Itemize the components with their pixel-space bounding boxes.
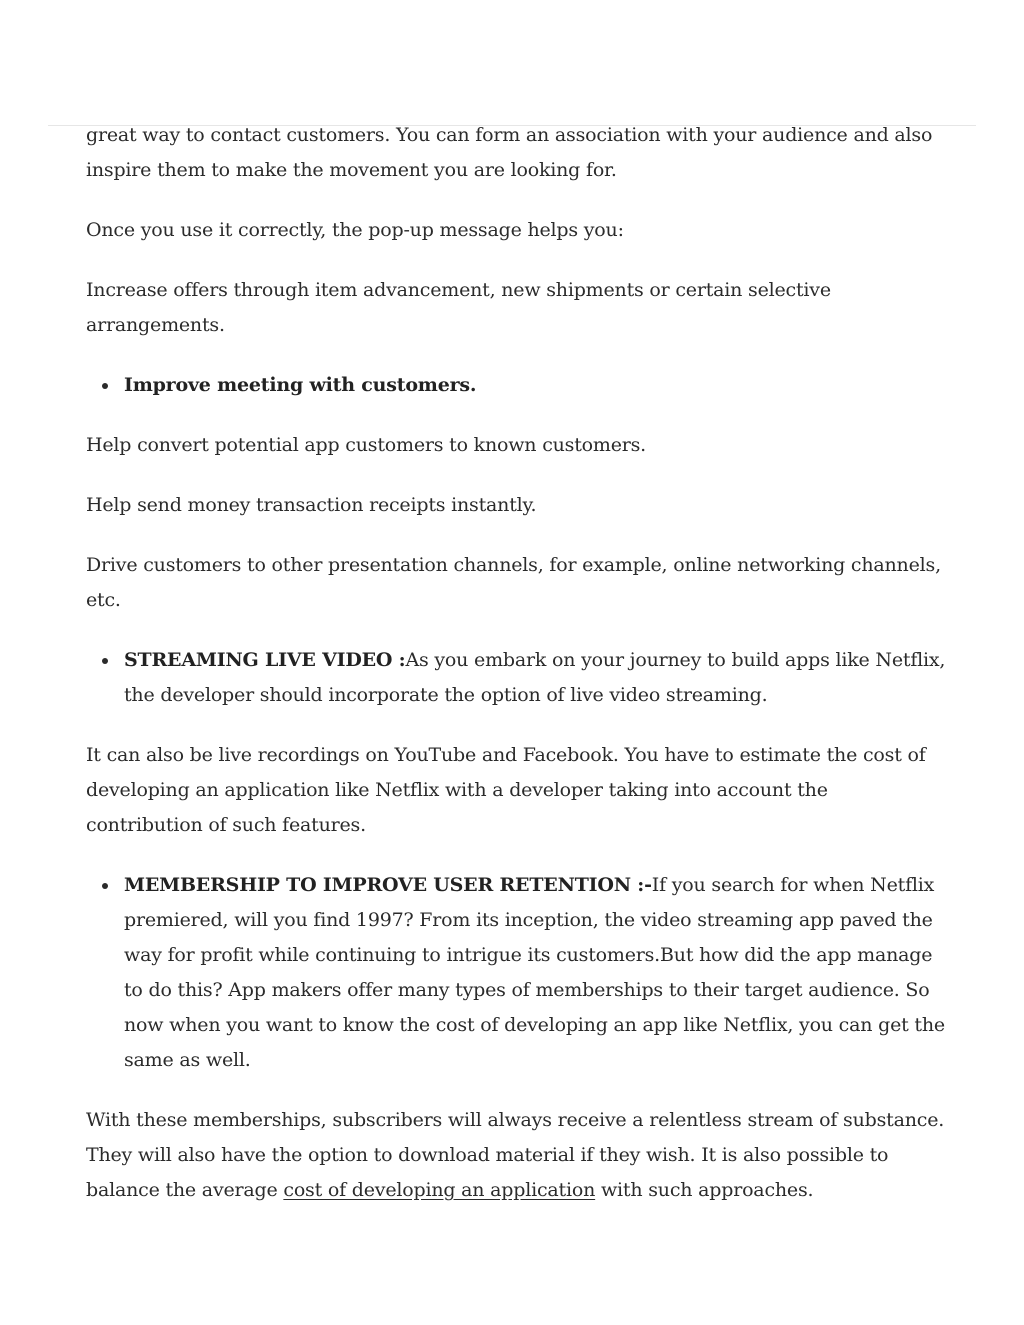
paragraph: great way to contact customers. You can form an association with your audience and also inspire them to make the movement you are looking for. [86,124,933,181]
bullet-list [86,368,946,403]
paragraph: Drive customers to other presentation channels, for example, online networking channels, etc. [86,554,941,611]
cost-link[interactable]: cost of developing an application [283,1179,596,1201]
bullet-heading: Improve meeting with customers. [124,374,477,396]
paragraph-text: with such approaches. [595,1179,814,1201]
paragraph: Increase offers through item advancement, new shipments or certain selective arrangements. [86,279,831,336]
bullet-heading: STREAMING LIVE VIDEO : [124,649,406,671]
list-item [124,643,946,713]
bullet-heading: MEMBERSHIP TO IMPROVE USER RETENTION :- [124,874,652,896]
article-body [86,118,946,1233]
list-item [124,368,946,403]
paragraph: It can also be live recordings on YouTube and Facebook. You have to estimate the cost of developing an application like Netflix with a developer taking into account the contribution of such features. [86,744,926,836]
paragraph: Once you use it correctly, the pop-up message helps you: [86,219,624,241]
bullet-text: As you embark on your journey to build apps like Netflix, the developer should incorporate the option of live video streaming. [124,649,946,706]
bullet-list [86,643,946,713]
paragraph: Help convert potential app customers to known customers. [86,434,647,456]
bullet-list [86,868,946,1078]
paragraph [86,1103,946,1208]
list-item [124,868,946,1078]
bullet-text: If you search for when Netflix premiered, will you find 1997? From its inception, the video streaming app paved the way for profit while continuing to intrigue its customers.But how did the app manage to do this? App makers offer many types of memberships to their target audience. So now when you want to know the cost of developing an app like Netflix, you can get the same as well. [124,874,945,1071]
paragraph: Help send money transaction receipts instantly. [86,494,537,516]
paragraph-text: With these memberships, subscribers will always receive a relentless stream of substance. They will also have the option to download material if they wish. It is also possible to balance the average [86,1109,945,1201]
